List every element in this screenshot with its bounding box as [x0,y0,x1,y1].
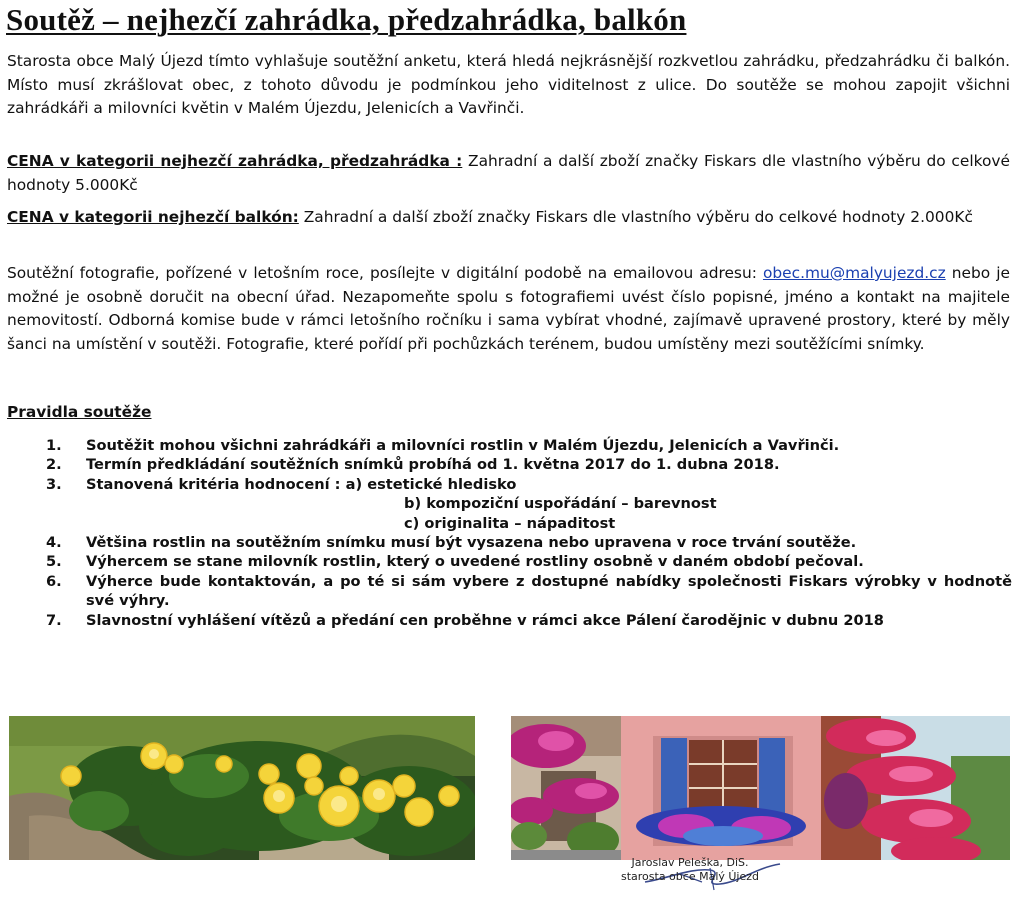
rule-text: Většina rostlin na soutěžním snímku musí být vysazena nebo upravena v roce trvání soutěže. [86,534,857,552]
rule-number: 6. [46,572,62,590]
photos-text-before: Soutěžní fotografie, pořízené v letošním roce, posílejte v digitální podobě na emailovou adresu: [7,264,763,282]
rule-text: Termín předkládání soutěžních snímků probíhá od 1. května 2017 do 1. dubna 2018. [86,456,780,474]
roses-photo [9,716,475,860]
rule-text: Výherce bude kontaktován, a po té si sám vybere z dostupné nabídky společnosti Fiskars výrobky v hodnotě své výhry. [86,572,1012,610]
prize-balkon [7,206,1010,230]
photos-text-after: nebo je možné je osobně doručit na obecní úřad. Nezapomeňte spolu s fotografiemi uvést číslo popisné, jméno a kontakt na majitele nemovitostí. Odborná komise bude v rámci letošního ročníku i sama vybírat vhodné, zajímavě upravené prostory, které by měly šanci na umístění v soutěži. Fotografie, které pořídí při pochůzkách terénem, budou umístěny mezi soutěžícími snímky. [7,264,1010,353]
roses-illustration [9,716,475,860]
rule-text: Slavnostní vyhlášení vítězů a předání cen proběhne v rámci akce Pálení čarodějnic v dubnu 2018 [86,611,884,629]
list-item [0,611,1012,630]
intro-paragraph: Starosta obce Malý Újezd tímto vyhlašuje soutěžní anketu, která hledá nejkrásnější rozkvetlou zahrádku, předzahrádku či balkón. Místo musí zkrášlovat obec, z tohoto důvodu je podmínkou jeho viditelnost z ulice. Do soutěže se mohou zapojit všichni zahrádkáři a milovníci květin v Malém Újezdu, Jelenicích a Vavřinči. [7,52,1010,118]
rule-number: 2. [46,456,62,474]
rules-heading [7,401,1010,425]
rule-number: 5. [46,553,62,571]
rule-number: 7. [46,611,62,629]
criteria-b: b) kompoziční uspořádání – barevnost [404,495,717,513]
email-link[interactable]: obec.mu@malyujezd.cz [762,264,946,282]
list-item [0,436,1012,455]
list-item [0,533,1012,552]
list-item [0,552,1012,571]
signature-block [580,856,800,884]
list-item [0,455,1012,474]
criteria-c: c) originalita – nápaditost [404,514,616,532]
prize-balkon-text: Zahradní a další zboží značky Fiskars dle vlastního výběru do celkové hodnoty 2.000Kč [298,208,973,226]
balcony-photo-collage [511,716,1010,860]
page-title: Soutěž – nejhezčí zahrádka, předzahrádka, balkón [6,2,687,37]
list-item [0,572,1012,611]
rule-text: Soutěžit mohou všichni zahrádkáři a milovníci rostlin v Malém Újezdu, Jelenicích a Vavřinči. [86,437,840,454]
prize-zahradka [7,150,1010,197]
rule-text: Výhercem se stane milovník rostlin, který o uvedené rostliny osobně v daném období pečoval. [86,553,864,571]
rule-number: 4. [46,534,62,552]
rules-list [0,436,1012,630]
balcony-illustration [511,716,1010,860]
prize-zahradka-label: CENA v kategorii nejhezčí zahrádka, předzahrádka : [7,152,463,170]
prize-balkon-label: CENA v kategorii nejhezčí balkón: [7,208,299,226]
list-item [0,475,1012,533]
rule-text: Stanovená kritéria hodnocení : a) estetické hledisko [86,475,517,493]
photos-paragraph [7,262,1010,356]
signature-name: Jaroslav Peleška, DiS. [631,856,749,869]
rule-number: 3. [46,475,62,493]
rule-number: 1. [46,437,62,454]
signature-role: starosta obce Malý Újezd [620,870,760,883]
prize-zahradka-text: Zahradní a další zboží značky Fiskars dle vlastního výběru do celkové hodnoty 5.000Kč [7,152,1010,194]
rules-heading-text: Pravidla soutěže [7,403,152,421]
